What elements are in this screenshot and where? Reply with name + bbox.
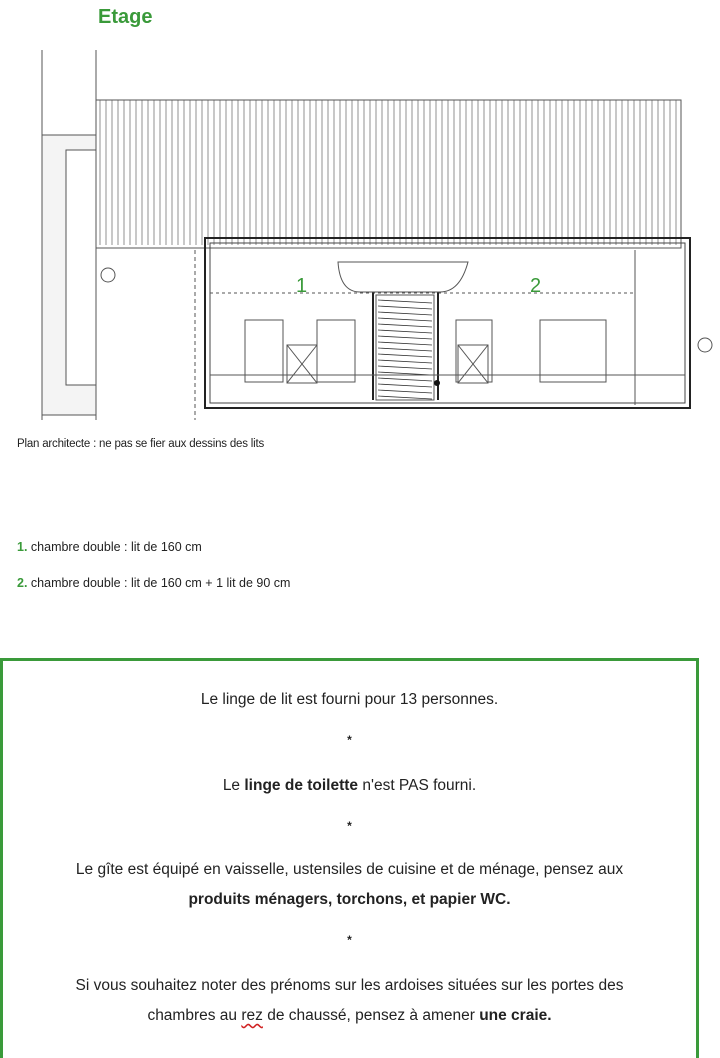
chalk-note-line2 — [3, 1007, 696, 1025]
bold-text: linge de toilette — [244, 777, 359, 794]
plan-caption: Plan architecte : ne pas se fier aux dessins des lits — [17, 438, 265, 450]
towel-note — [3, 777, 696, 795]
equipment-note-line1: Le gîte est équipé en vaisselle, ustensiles de cuisine et de ménage, pensez aux — [75, 861, 624, 878]
legend-number: 1. — [17, 540, 28, 554]
page-title: Etage — [98, 6, 153, 28]
spellcheck-word: rez — [241, 1007, 263, 1024]
separator: * — [347, 933, 352, 947]
bed-linen-note: Le linge de lit est fourni pour 13 personnes. — [200, 691, 499, 708]
text: Le — [222, 777, 245, 794]
legend-number: 2. — [17, 576, 28, 590]
room-2-label: 2 — [530, 275, 542, 297]
info-box — [0, 658, 699, 1058]
legend-text: chambre double : lit de 160 cm — [27, 540, 202, 554]
floor-plan-drawing — [0, 40, 720, 430]
text: chambres au — [147, 1007, 242, 1024]
chalk-note-line1: Si vous souhaitez noter des prénoms sur les ardoises situées sur les portes des — [75, 977, 624, 994]
equipment-note-line2 — [3, 891, 696, 909]
room-1-label: 1 — [296, 275, 308, 297]
bold-text: produits ménagers, torchons, et papier WC. — [188, 891, 511, 908]
text: n'est PAS fourni. — [358, 777, 477, 794]
separator: * — [347, 733, 352, 747]
text: de chaussé, pensez à amener — [262, 1007, 480, 1024]
legend-item — [17, 540, 202, 554]
legend-item — [17, 576, 290, 590]
separator: * — [347, 819, 352, 833]
roof-hatching — [100, 100, 676, 245]
bold-text: une craie. — [479, 1007, 552, 1024]
legend-text: chambre double : lit de 160 cm + 1 lit de 90 cm — [27, 576, 291, 590]
